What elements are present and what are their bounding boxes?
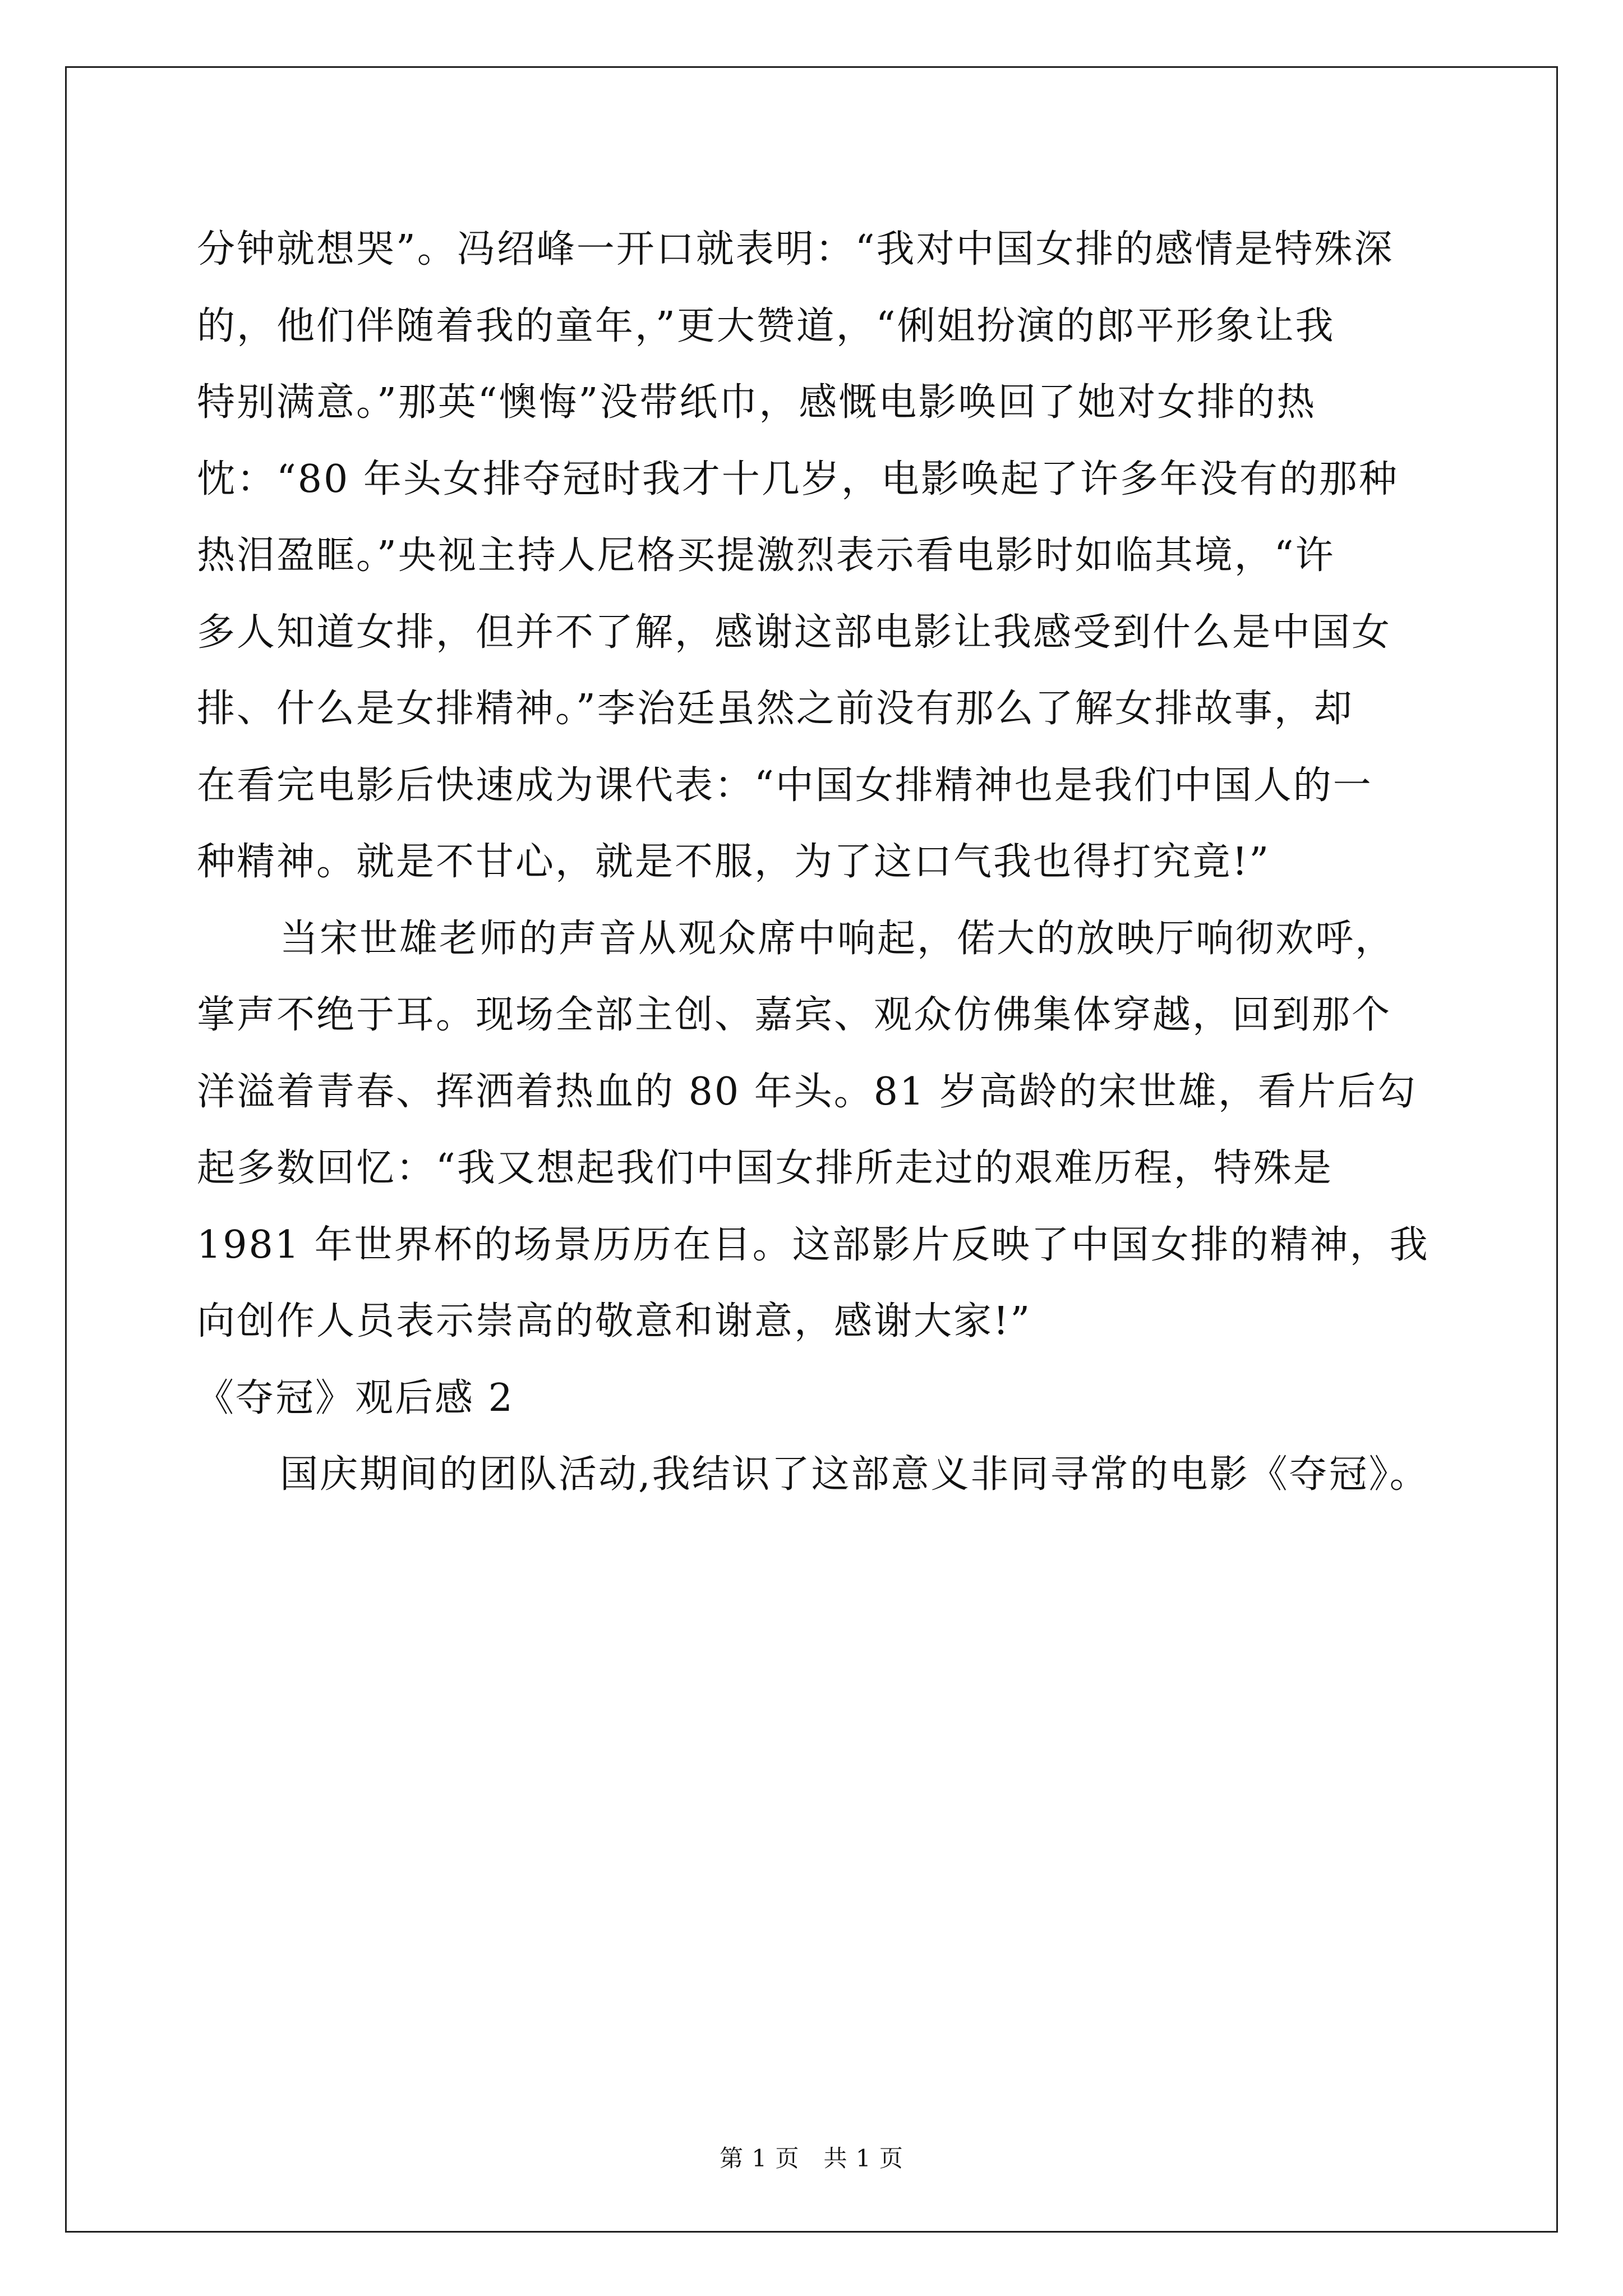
body-text-line: 1981 年世界杯的场景历历在目。这部影片反映了中国女排的精神，我	[197, 1222, 1430, 1267]
body-text-line: 排、什么是女排精神。”李治廷虽然之前没有那么了解女排故事，却	[197, 687, 1354, 731]
body-text-line: 忱：“80 年头女排夺冠时我才十几岁，电影唤起了许多年没有的那种	[197, 457, 1399, 501]
body-text-line: 多人知道女排，但并不了解，感谢这部电影让我感受到什么是中国女	[197, 610, 1392, 655]
document-body	[197, 211, 1464, 1513]
body-text-line: 洋溢着青春、挥洒着热血的 80 年头。81 岁高龄的宋世雄，看片后勾	[197, 1069, 1417, 1114]
body-text-line: 分钟就想哭”。冯绍峰一开口就表明：“我对中国女排的感情是特殊深	[197, 227, 1394, 272]
body-text-line: 种精神。就是不甘心，就是不服，为了这口气我也得打究竟!”	[197, 840, 1271, 884]
body-text-line: 特别满意。”那英“懊悔”没带纸巾，感慨电影唤回了她对女排的热	[197, 380, 1317, 425]
body-text-line: 的，他们伴随着我的童年，”更大赞道，“俐姐扮演的郎平形象让我	[197, 303, 1335, 348]
paragraph-first-line: 国庆期间的团队活动,我结识了这部意义非同寻常的电影《夺冠》。	[280, 1452, 1430, 1497]
body-text-line: 向创作人员表示崇高的敬意和谢意，感谢大家!”	[197, 1299, 1032, 1343]
body-text-line: 掌声不绝于耳。现场全部主创、嘉宾、观众仿佛集体穿越，回到那个	[197, 993, 1392, 1037]
body-text-line: 热泪盈眶。”央视主持人尼格买提激烈表示看电影时如临其境，“许	[197, 533, 1335, 578]
body-text-line: 在看完电影后快速成为课代表：“中国女排精神也是我们中国人的一	[197, 763, 1373, 808]
page-number-footer: 第 1 页 共 1 页	[720, 2145, 903, 2172]
section-heading: 《夺冠》观后感 2	[196, 1375, 514, 1420]
body-text-line: 起多数回忆：“我又想起我们中国女排所走过的艰难历程，特殊是	[197, 1146, 1333, 1190]
paragraph-first-line: 当宋世雄老师的声音从观众席中响起，偌大的放映厅响彻欢呼，	[280, 916, 1395, 961]
